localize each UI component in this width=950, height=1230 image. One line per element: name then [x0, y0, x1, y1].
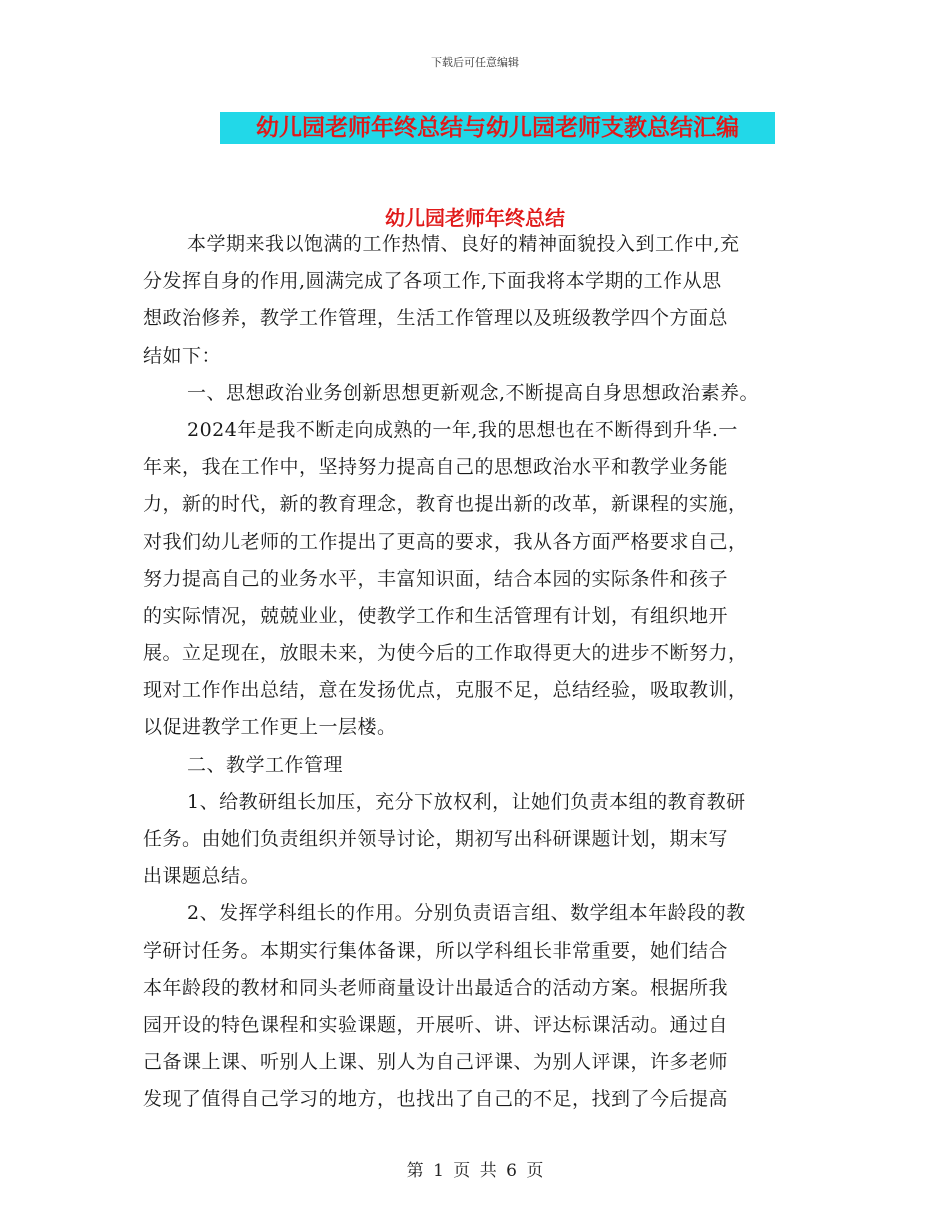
- text-line: 对我们幼儿老师的工作提出了更高的要求，我从各方面严格要求自己，: [143, 530, 748, 553]
- text-line: 分发挥自身的作用,圆满完成了各项工作,下面我将本学期的工作从思: [143, 270, 722, 293]
- body-text: [143, 226, 823, 1119]
- text-line: 2024年是我不断走向成熟的一年,我的思想也在不断得到升华.一: [187, 418, 738, 441]
- text-line: 园开设的特色课程和实验课题，开展听、讲、评达标课活动。通过自: [143, 1013, 729, 1036]
- text-line: 本年龄段的教材和同头老师商量设计出最适合的活动方案。根据所我: [143, 976, 729, 999]
- document-title: 幼儿园老师年终总结与幼儿园老师支教总结汇编: [220, 112, 775, 144]
- page-footer: 第 1 页 共 6 页: [406, 1161, 544, 1181]
- text-line: 学研讨任务。本期实行集体备课，所以学科组长非常重要，她们结合: [143, 939, 729, 962]
- text-line: 现对工作作出总结，意在发扬优点，克服不足，总结经验，吸取教训，: [143, 679, 748, 702]
- text-line: 己备课上课、听别人上课、别人为自己评课、为别人评课，许多老师: [143, 1051, 729, 1074]
- text-line: 想政治修养，教学工作管理，生活工作管理以及班级教学四个方面总: [143, 307, 729, 330]
- text-line: 1、给教研组长加压，充分下放权利，让她们负责本组的教育教研: [187, 790, 746, 813]
- text-line: 展。立足现在，放眼未来，为使今后的工作取得更大的进步不断努力，: [143, 642, 748, 665]
- text-line: 2、发挥学科组长的作用。分别负责语言组、数学组本年龄段的教: [187, 902, 746, 925]
- text-line: 力，新的时代，新的教育理念，教育也提出新的改革，新课程的实施，: [143, 493, 748, 516]
- text-line: 年来，我在工作中，坚持努力提高自己的思想政治水平和教学业务能: [143, 456, 729, 479]
- header-note: 下载后可任意编辑: [431, 56, 519, 69]
- text-line: 发现了值得自己学习的地方，也找出了自己的不足，找到了今后提高: [143, 1088, 729, 1111]
- text-line: 二、教学工作管理: [187, 753, 344, 776]
- text-line: 以促进教学工作更上一层楼。: [143, 716, 397, 739]
- text-line: 努力提高自己的业务水平，丰富知识面，结合本园的实际条件和孩子: [143, 567, 729, 590]
- text-line: 任务。由她们负责组织并领导讨论，期初写出科研课题计划，期末写: [143, 828, 729, 850]
- text-line: 一、思想政治业务创新思想更新观念,不断提高自身思想政治素养。: [187, 381, 760, 404]
- text-line: 出课题总结。: [143, 865, 261, 888]
- section-title: 幼儿园老师年终总结: [385, 206, 565, 230]
- text-line: 结如下：: [143, 344, 222, 367]
- text-line: 本学期来我以饱满的工作热情、良好的精神面貌投入到工作中,充: [187, 233, 740, 255]
- text-line: 的实际情况，兢兢业业，使教学工作和生活管理有计划，有组织地开: [143, 604, 729, 627]
